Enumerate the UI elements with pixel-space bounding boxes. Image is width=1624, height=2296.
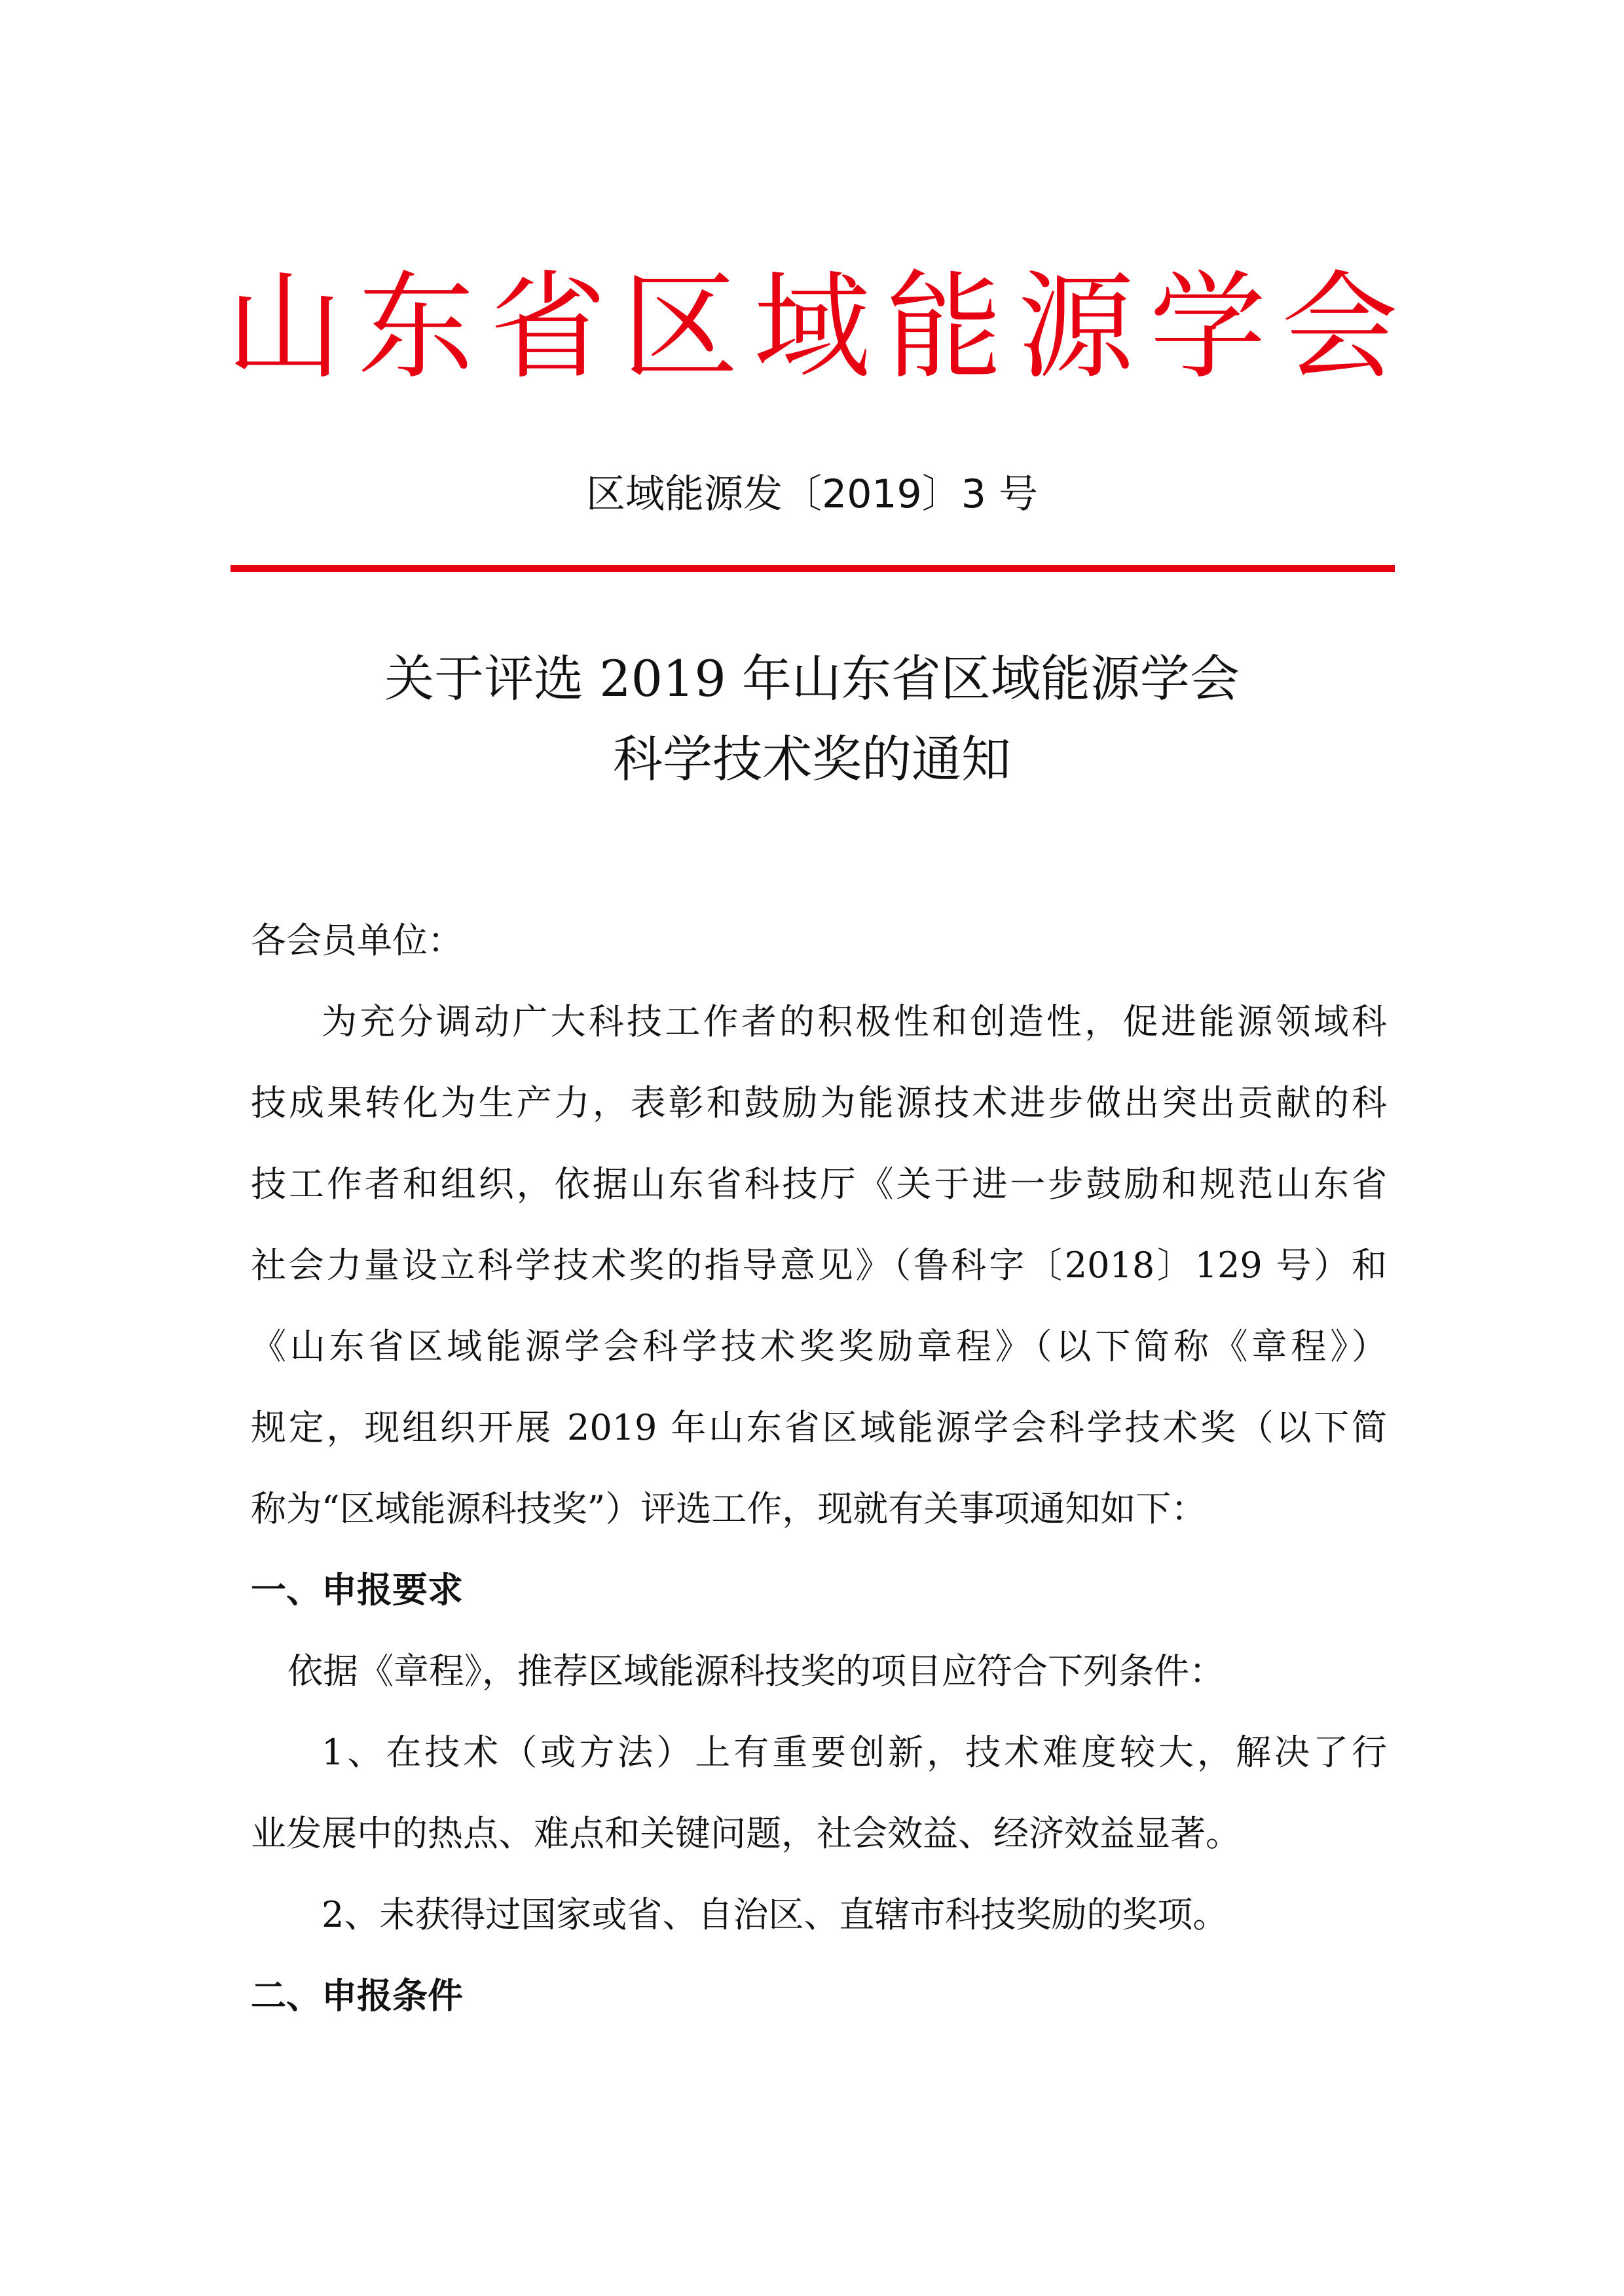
intro-line-6: 规定，现组织开展 2019 年山东省区域能源学会科学技术奖（以下简 [251,1407,1387,1448]
title-line-1: 关于评选 2019 年山东省区域能源学会 [384,649,1240,708]
section-2-heading: 二、申报条件 [251,1975,463,2016]
intro-line-5: 《山东省区域能源学会科学技术奖奖励章程》（以下简称《章程》） [251,1326,1387,1367]
red-divider-rule [231,565,1395,572]
intro-line-1: 为充分调动广大科技工作者的积极性和创造性，促进能源领域科 [322,1001,1387,1042]
document-body [251,900,1387,2037]
section-1-item-1-line-2: 业发展中的热点、难点和关键问题，社会效益、经济效益显著。 [251,1813,1241,1854]
intro-line-3: 技工作者和组织，依据山东省科技厅《关于进一步鼓励和规范山东省 [251,1163,1387,1205]
intro-line-7: 称为“区域能源科技奖”）评选工作，现就有关事项通知如下： [251,1488,1207,1529]
organization-header: 山东省区域能源学会 [226,259,1398,395]
document-title [0,638,1624,799]
document-number: 区域能源发〔2019〕3 号 [586,471,1038,517]
section-1-lead: 依据《章程》，推荐区域能源科技奖的项目应符合下列条件： [287,1650,1225,1692]
section-1-heading: 一、申报要求 [251,1569,463,1611]
intro-line-2: 技成果转化为生产力，表彰和鼓励为能源技术进步做出突出贡献的科 [251,1082,1387,1123]
intro-line-4: 社会力量设立科学技术奖的指导意见》（鲁科字〔2018〕129 号）和 [251,1245,1387,1286]
section-1-item-1-line-1: 1、在技术（或方法）上有重要创新，技术难度较大，解决了行 [322,1732,1387,1773]
section-1-item-2: 2、未获得过国家或省、自治区、直辖市科技奖励的奖项。 [322,1894,1228,1935]
title-line-2: 科学技术奖的通知 [613,730,1011,788]
salutation: 各会员单位： [251,920,463,961]
